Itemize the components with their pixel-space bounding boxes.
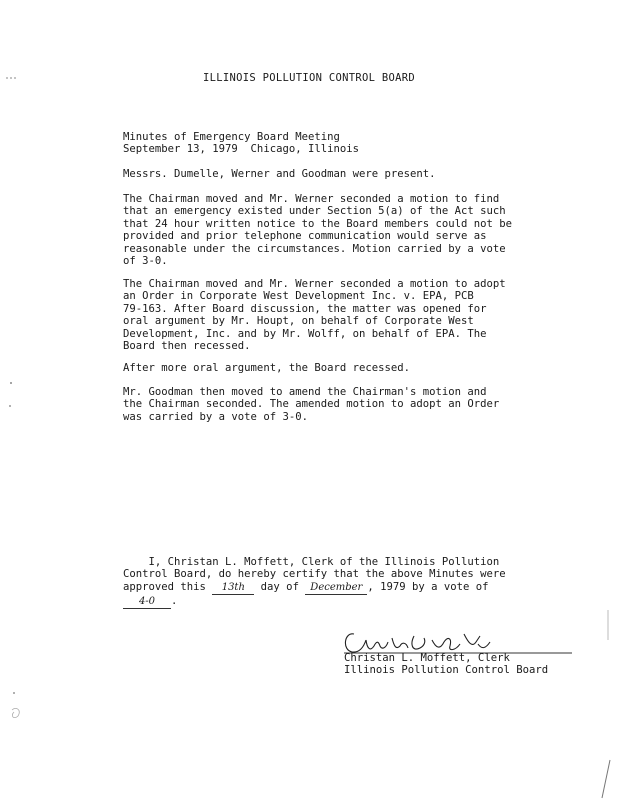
paragraph-line: that an emergency existed under Section 5(a) of the Act such (123, 205, 506, 218)
cert-text: , 1979 by a vote of (367, 580, 489, 593)
clerk-organization: Illinois Pollution Control Board (344, 664, 549, 677)
paragraph-line: provided and prior telephone communication would serve as (123, 230, 487, 243)
cert-line: I, Christan L. Moffett, Clerk of the Illinois Pollution (123, 556, 500, 568)
day-handwritten: 13th (212, 583, 254, 595)
scan-speck (8, 380, 16, 410)
scan-edge-mark (600, 610, 614, 800)
cert-line-approved (123, 581, 583, 595)
scan-speck (6, 76, 18, 80)
scan-speck (8, 690, 28, 724)
paragraph-line: The Chairman moved and Mr. Werner seconded a motion to adopt (123, 278, 506, 290)
clerk-name: Christan L. Moffett, Clerk (344, 652, 510, 664)
paragraph-line: reasonable under the circumstances. Motion carried by a vote (123, 242, 506, 255)
cert-line-vote (123, 595, 583, 609)
paragraph-order (123, 278, 583, 352)
paragraph-line: Mr. Goodman then moved to amend the Chairman's motion and (123, 386, 487, 398)
paragraph-line: oral argument by Mr. Houpt, on behalf of Corporate West (123, 315, 474, 328)
cert-text: . (171, 594, 178, 607)
paragraph-line: Development, Inc. and by Mr. Wolff, on behalf of EPA. The (123, 327, 487, 340)
paragraph-emergency (123, 193, 583, 267)
paragraph-line: was carried by a vote of 3-0. (123, 410, 308, 423)
minutes-title (123, 131, 583, 156)
paragraph-recess: After more oral argument, the Board recessed. (123, 362, 411, 374)
paragraph-line: Board then recessed. (123, 340, 251, 353)
paragraph-line: an Order in Corporate West Development Inc. v. EPA, PCB (123, 290, 474, 303)
present-line: Messrs. Dumelle, Werner and Goodman were present. (123, 168, 436, 180)
paragraph-amendment (123, 386, 583, 423)
clerk-certification (123, 556, 583, 609)
minutes-date-line: September 13, 1979 Chicago, Illinois (123, 143, 359, 156)
board-header: ILLINOIS POLLUTION CONTROL BOARD (203, 72, 415, 84)
signature-block (344, 652, 548, 677)
cert-text: approved this (123, 580, 213, 593)
vote-handwritten: 4-0 (123, 597, 171, 609)
paragraph-line: the Chairman seconded. The amended motion to adopt an Order (123, 398, 500, 411)
cert-text: day of (254, 580, 306, 593)
cert-line: Control Board, do hereby certify that the above Minutes were (123, 568, 506, 581)
minutes-title-line: Minutes of Emergency Board Meeting (123, 131, 340, 143)
paragraph-line: The Chairman moved and Mr. Werner seconded a motion to find (123, 193, 500, 205)
paragraph-line: of 3-0. (123, 255, 168, 268)
paragraph-line: that 24 hour written notice to the Board members could not be (123, 217, 513, 230)
month-handwritten: December (305, 583, 367, 595)
paragraph-line: 79-163. After Board discussion, the matter was opened for (123, 302, 487, 315)
